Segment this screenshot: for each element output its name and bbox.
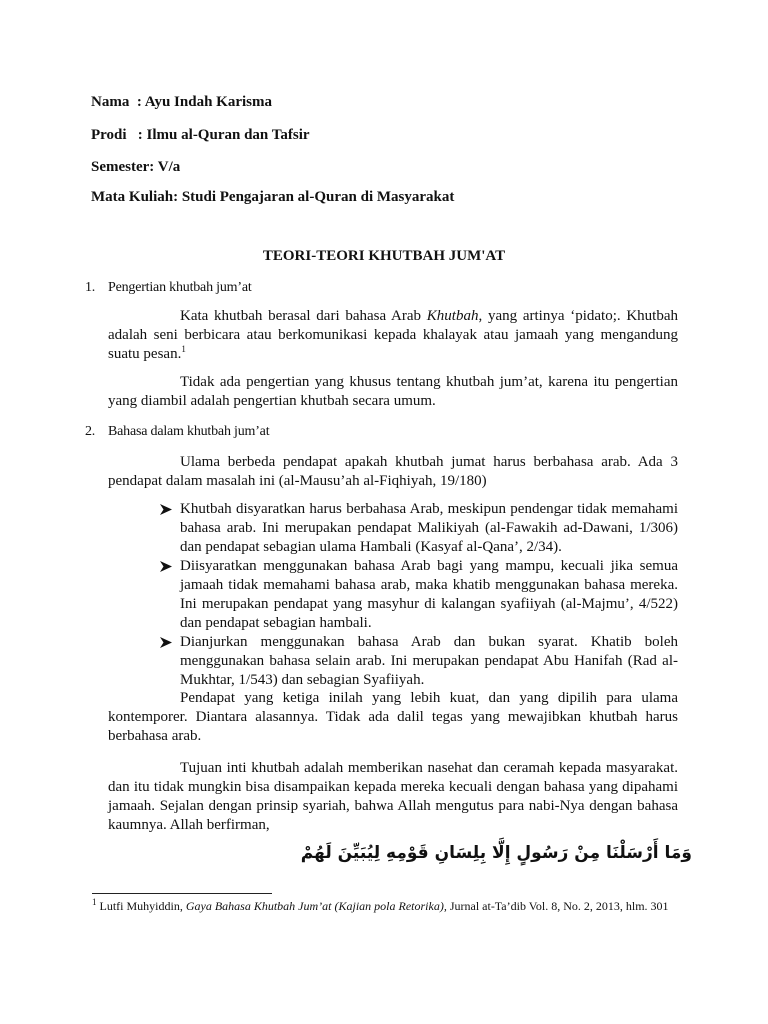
arrowhead-bullet-icon <box>160 561 172 572</box>
list-item-text: Diisyaratkan menggunakan bahasa Arab bagi yang mampu, kecuali jika semua jamaah tidak memahami bahasa arab, maka khatib menggunakan bahasa mereka. Ini merupakan pendapat yang masyhur di kalangan syafiiyah (al-Majmu’, 4/522) dan pendapat sebagian hambali. <box>180 558 678 631</box>
footnote <box>92 899 682 914</box>
section-1-heading <box>85 279 252 297</box>
course-name: Mata Kuliah: Studi Pengajaran al-Quran di Masyarakat <box>91 189 455 205</box>
paragraph-strongest-opinion: Pendapat yang ketiga inilah yang lebih kuat, dan yang dipilih para ulama kontemporer. Diantara alasannya. Tidak ada dalil tegas yang mewajibkan khutbah harus berbahasa arab. <box>108 690 678 744</box>
paragraph-definition <box>108 307 678 364</box>
paragraph-purpose: Tujuan inti khutbah adalah memberikan nasehat dan ceramah kepada masyarakat. dan itu tidak mungkin bisa disampaikan kepada mereka kecuali dengan bahasa yang dipahami jamaah. Sejalan dengan prinsip syariah, bahwa Allah mengutus para nabi-Nya dengan bahasa kaumnya. Allah berfirman, <box>108 760 678 833</box>
opinion-list <box>180 500 678 690</box>
arabic-verse: وَمَا أَرْسَلْنَا مِنْ رَسُولٍ إِلَّا بِلِسَانِ قَوْمِهِ لِيُبَيِّنَ لَهُمْ <box>300 843 692 863</box>
footnote-title: Gaya Bahasa Khutbah Jum’at (Kajian pola Retorika), <box>185 899 447 913</box>
list-item-text: Dianjurkan menggunakan bahasa Arab dan bukan syarat. Khatib boleh menggunakan bahasa selain arab. Ini merupakan pendapat Abu Hanifah (Rad al-Mukhtar, 1/543) dan sebagian Syafiiyah. <box>180 634 678 688</box>
list-item-text: Khutbah disyaratkan harus berbahasa Arab, meskipun pendengar tidak memahami bahasa arab. Ini merupakan pendapat Malikiyah (al-Fawakih ad-Dawani, 1/306) dan pendapat sebagian ulama Hambali (Kasyaf al-Qana’, 2/34). <box>180 501 678 555</box>
section-2-heading <box>85 423 270 441</box>
footnote-number: 1 <box>92 897 97 907</box>
semester: Semester: V/a <box>91 159 181 175</box>
arrowhead-bullet-icon <box>160 504 172 515</box>
document-title: TEORI-TEORI KHUTBAH JUM'AT <box>262 248 506 264</box>
section-number: 2. <box>85 424 96 439</box>
list-item <box>180 500 678 557</box>
footnote-ref[interactable]: 1 <box>181 344 186 354</box>
student-name: Nama : Ayu Indah Karisma <box>91 94 272 110</box>
section-title: Pengertian khutbah jum’at <box>108 280 252 295</box>
study-program: Prodi : Ilmu al-Quran dan Tafsir <box>91 127 310 143</box>
section-title: Bahasa dalam khutbah jum’at <box>108 424 270 439</box>
paragraph-intro-opinions: Ulama berbeda pendapat apakah khutbah jumat harus berbahasa arab. Ada 3 pendapat dalam masalah ini (al-Mausu’ah al-Fiqhiyah, 19/180) <box>108 454 678 489</box>
section-number: 1. <box>85 280 96 295</box>
list-item <box>180 633 678 690</box>
footnote-separator <box>92 893 272 894</box>
arrowhead-bullet-icon <box>160 637 172 648</box>
paragraph-general-meaning: Tidak ada pengertian yang khusus tentang khutbah jum’at, karena itu pengertian yang diambil adalah pengertian khutbah secara umum. <box>108 374 678 409</box>
footnote-source: Jurnal at-Ta’dib Vol. 8, No. 2, 2013, hlm. 301 <box>446 899 669 913</box>
paragraph-text: , yang artinya ‘pidato;. Khutbah adalah seni berbicara atau berkomunikasi kepada khalayak atau jamaah yang mengandung suatu pesan. <box>108 308 678 362</box>
paragraph-text: Kata khutbah berasal dari bahasa Arab <box>180 308 427 324</box>
italic-term: Khutbah <box>426 308 479 324</box>
footnote-author: Lutfi Muhyiddin, <box>96 899 186 913</box>
list-item <box>180 557 678 633</box>
